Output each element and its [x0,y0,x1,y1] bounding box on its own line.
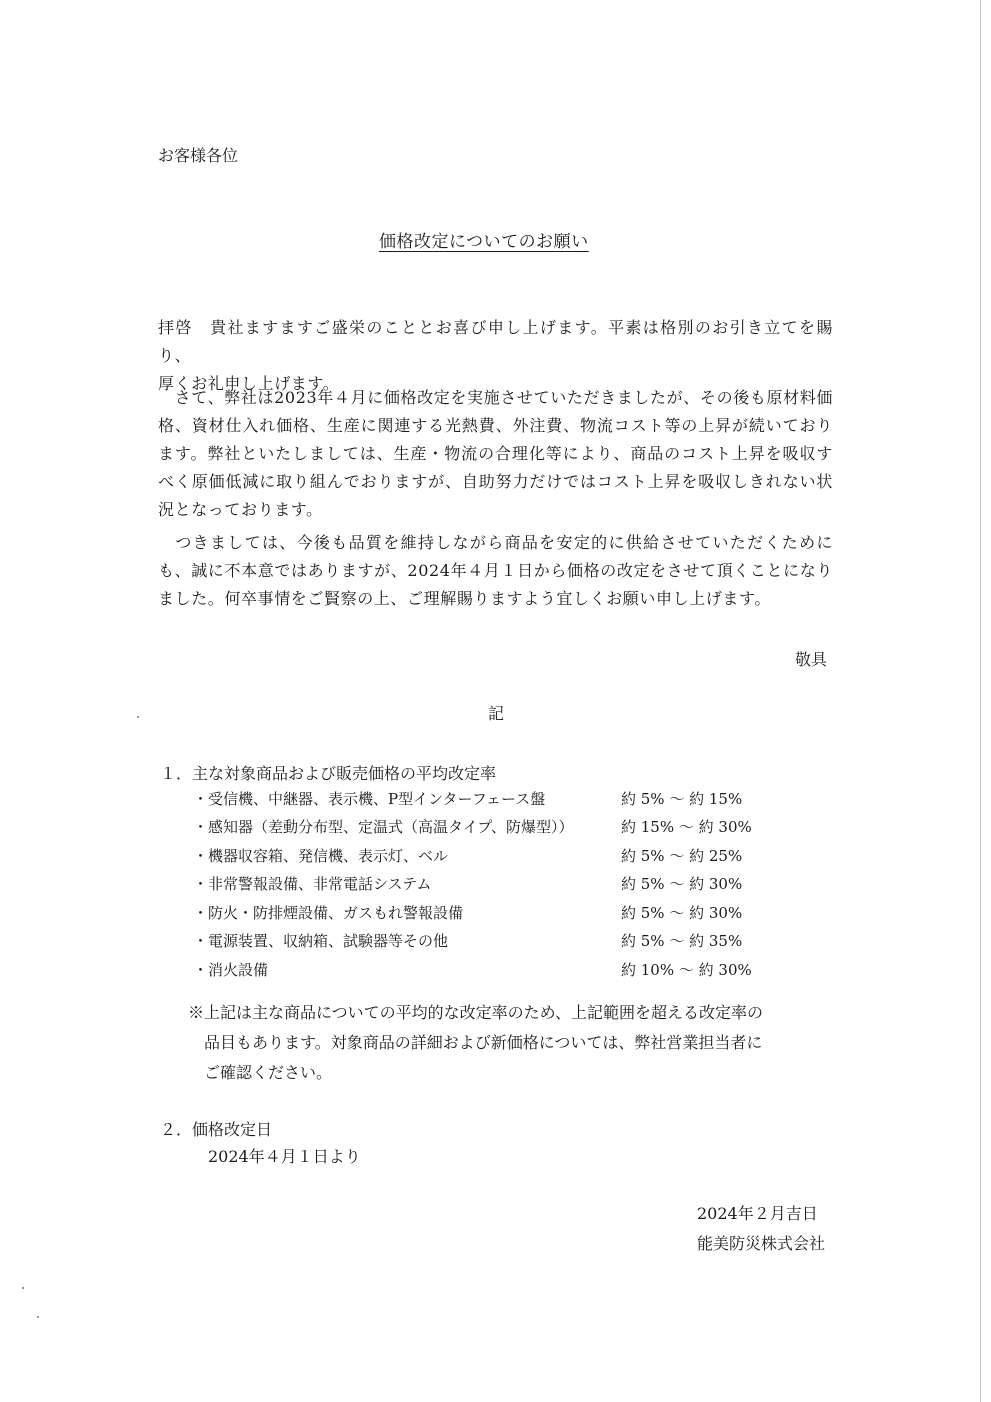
paragraph-text: つきましては、今後も品質を維持しながら商品を安定的に供給させていただくためにも、誠に不本意ではありますが、2024年４月１日から価格の改定をさせて頂くことになりました。何卒事情をご賢察の上、ご理解賜りますよう宜しくお願い申し上げます。 [158,533,833,608]
rate-range: 約 5% ～ 約 35% [621,932,743,950]
rate-range: 約 10% ～ 約 30% [621,961,752,979]
scan-speck [22,1287,24,1289]
section-2-heading: ２．価格改定日 [160,1120,273,1139]
rate-row [193,870,753,898]
scan-edge-line [980,0,981,1402]
product-name: ・非常警報設備、非常電話システム [193,875,432,893]
rate-note [188,998,808,1088]
rate-row [193,956,753,984]
product-name: ・機器収容箱、発信機、表示灯、ベル [193,847,449,865]
scan-speck [37,1316,39,1318]
note-line: ご確認ください。 [188,1063,333,1082]
rate-row [193,813,753,841]
product-name: ・感知器（差動分布型、定温式（高温タイプ、防爆型）） [193,818,574,836]
intro-line: 厚くお礼申し上げます。 [158,374,340,393]
intro-line: 拝啓 貴社ますますご盛栄のこととお喜び申し上げます。平素は格別のお引き立てを賜り、 [158,318,833,365]
body-paragraph-2 [158,529,833,613]
letter-date: 2024年２月吉日 [697,1204,818,1223]
rate-range: 約 5% ～ 約 30% [621,904,743,922]
page-title: 価格改定についてのお願い [379,232,589,252]
ki-heading: 記 [488,704,505,723]
scan-speck [137,716,139,718]
section-1-heading: １．主な対象商品および販売価格の平均改定率 [160,764,497,783]
rate-row [193,927,753,955]
product-name: ・防火・防排煙設備、ガスもれ警報設備 [193,904,464,922]
note-line: 品目もあります。対象商品の詳細および新価格については、弊社営業担当者に [188,1033,763,1052]
product-name: ・消火設備 [193,961,269,979]
paragraph-text: さて、弊社は2023年４月に価格改定を実施させていただきましたが、その後も原材料価格、資材仕入れ価格、生産に関連する光熱費、外注費、物流コスト等の上昇が続いております。弊社といたしましては、生産・物流の合理化等により、商品のコスト上昇を吸収すべく原価低減に取り組んでおりますが、自助努力だけではコスト上昇を吸収しきれない状況となっております。 [158,388,833,519]
rate-range: 約 5% ～ 約 30% [621,875,743,893]
company-name: 能美防災株式会社 [697,1234,826,1253]
body-paragraph-1 [158,384,833,524]
product-name: ・電源装置、収納箱、試験器等その他 [193,932,449,950]
rate-row [193,842,753,870]
rate-range: 約 5% ～ 約 15% [621,790,743,808]
closing-word: 敬具 [795,650,828,669]
product-name: ・受信機、中継器、表示機、P型インターフェース盤 [193,790,546,808]
salutation: お客様各位 [158,146,239,165]
rate-row [193,785,753,813]
effective-date: 2024年４月１日より [208,1147,361,1166]
note-line: ※上記は主な商品についての平均的な改定率のため、上記範囲を超える改定率の [188,1003,764,1022]
rate-range: 約 5% ～ 約 25% [621,847,743,865]
rate-row [193,899,753,927]
rate-range: 約 15% ～ 約 30% [621,818,752,836]
